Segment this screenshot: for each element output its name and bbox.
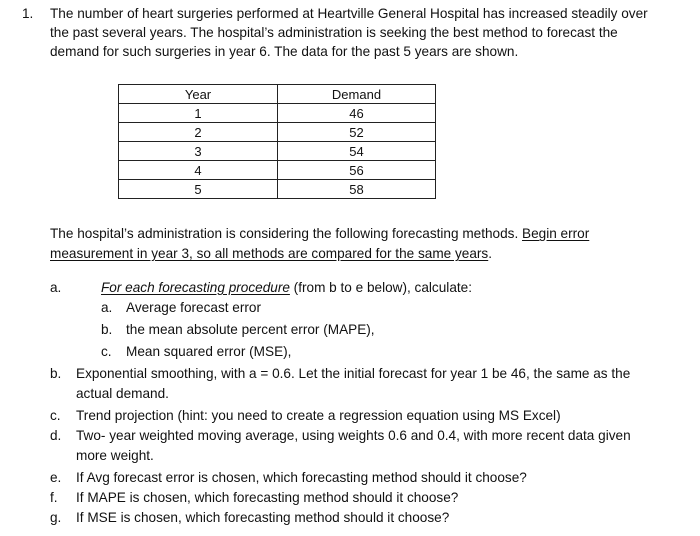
paragraph-line-1 <box>50 224 589 244</box>
demand-cell: 58 <box>278 180 436 199</box>
demand-cell: 54 <box>278 142 436 161</box>
paragraph-line-2 <box>50 244 492 264</box>
item-a-text <box>101 278 472 298</box>
item-b-line-2: actual demand. <box>76 386 169 401</box>
year-cell: 1 <box>119 104 278 123</box>
header-year: Year <box>119 85 278 104</box>
table-header-row <box>119 85 436 104</box>
item-a-emphasis: For each forecasting procedure <box>101 280 290 295</box>
demand-cell: 46 <box>278 104 436 123</box>
demand-cell: 56 <box>278 161 436 180</box>
item-c-text: Trend projection (hint: you need to create a regression equation using MS Excel) <box>76 408 561 423</box>
demand-table <box>118 84 436 199</box>
year-cell: 3 <box>119 142 278 161</box>
subitem-marker: a. <box>101 300 113 315</box>
paragraph-underlined-text: measurement in year 3, so all methods are compared for the same years <box>50 246 489 261</box>
item-d-line-1: Two- year weighted moving average, using weights 0.6 and 0.4, with more recent data given <box>76 428 631 443</box>
paragraph-underlined-text: Begin error <box>522 226 590 241</box>
intro-line-1: The number of heart surgeries performed at Heartville General Hospital has increased steadily over <box>50 6 648 21</box>
item-d-marker: d. <box>50 428 62 443</box>
year-cell: 2 <box>119 123 278 142</box>
subitem-text: Average forecast error <box>126 300 261 315</box>
item-c-marker: c. <box>50 408 61 423</box>
item-e-text: If Avg forecast error is chosen, which forecasting method should it choose? <box>76 470 527 485</box>
item-d-line-2: more weight. <box>76 448 154 463</box>
table-row <box>119 104 436 123</box>
item-b-line-1: Exponential smoothing, with a = 0.6. Let the initial forecast for year 1 be 46, the same as the <box>76 366 631 381</box>
subitem-marker: b. <box>101 322 113 337</box>
subitem-text: Mean squared error (MSE), <box>126 344 292 359</box>
item-e-marker: e. <box>50 470 62 485</box>
subitem-text: the mean absolute percent error (MAPE), <box>126 322 375 337</box>
year-cell: 5 <box>119 180 278 199</box>
intro-line-2: the past several years. The hospital’s administration is seeking the best method to forecast the <box>50 25 618 40</box>
item-g-text: If MSE is chosen, which forecasting method should it choose? <box>76 510 450 525</box>
item-b-marker: b. <box>50 366 62 381</box>
intro-line-3: demand for such surgeries in year 6. The data for the past 5 years are shown. <box>50 44 519 59</box>
item-a-marker: a. <box>50 280 62 295</box>
table-row <box>119 161 436 180</box>
subitem-marker: c. <box>101 344 112 359</box>
item-f-marker: f. <box>50 490 58 505</box>
demand-cell: 52 <box>278 123 436 142</box>
item-f-text: If MAPE is chosen, which forecasting method should it choose? <box>76 490 459 505</box>
question-number: 1. <box>22 6 34 21</box>
table-row <box>119 123 436 142</box>
paragraph-text: The hospital’s administration is considering the following forecasting methods. <box>50 226 523 241</box>
item-g-marker: g. <box>50 510 62 525</box>
year-cell: 4 <box>119 161 278 180</box>
paragraph-text: . <box>488 246 493 261</box>
item-a-rest: (from b to e below), calculate: <box>289 280 472 295</box>
table-row <box>119 180 436 199</box>
header-demand: Demand <box>278 85 436 104</box>
table-row <box>119 142 436 161</box>
